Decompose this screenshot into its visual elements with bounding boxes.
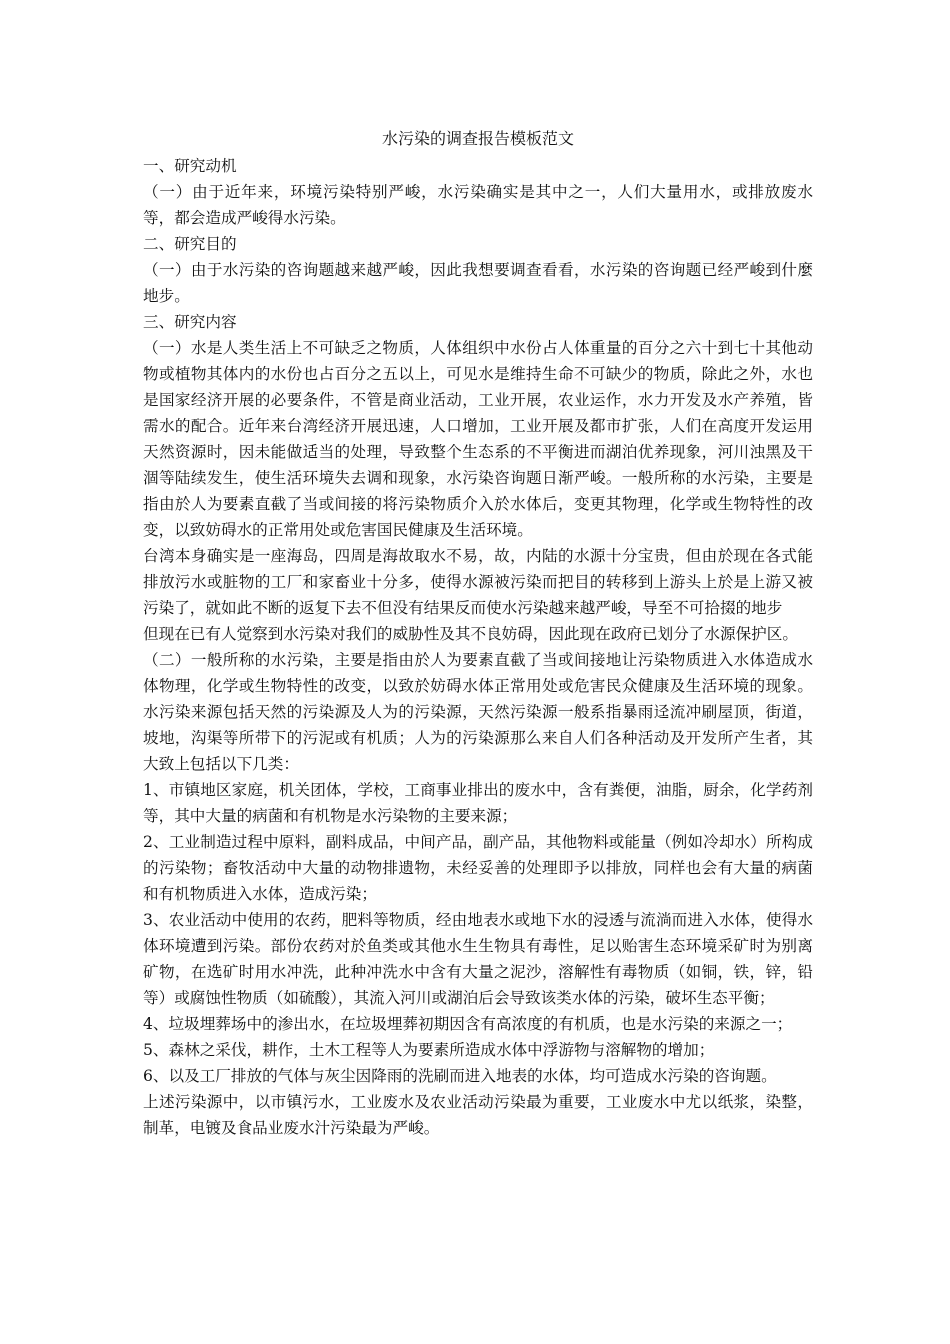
heading-motivation: 一、研究动机 [143,157,237,175]
list-item-1: 1、市镇地区家庭，机关团体，学校，工商事业排出的废水中，含有粪便，油脂，厨余，化学药剂等，其中大量的病菌和有机物是水污染物的主要来源； [143,781,813,825]
heading-content: 三、研究内容 [143,313,237,331]
list-item-4: 4、垃圾埋葬场中的渗出水，在垃圾埋葬初期因含有高浓度的有机质，也是水污染的来源之一； [143,1015,793,1033]
paragraph-taiwan-water: 台湾本身确实是一座海岛，四周是海故取水不易，故，内陆的水源十分宝贵，但由於现在各式能排放污水或脏物的工厂和家畜业十分多，使得水源被污染而把目的转移到上游头上於是上游又被污染了，就如此不断的返复下去不但没有结果反而使水污染越来越严峻，导至不可拾掇的地步 [143,547,813,617]
paragraph-purpose-1: （一）由于水污染的咨询题越来越严峻，因此我想要调查看看，水污染的咨询题已经严峻到什麼地步。 [143,261,813,305]
list-item-2: 2、工业制造过程中原料，副料成品，中间产品，副产品，其他物料或能量（例如冷却水）所构成的污染物；畜牧活动中大量的动物排遗物，未经妥善的处理即予以排放，同样也会有大量的病菌和有机物质进入水体，造成污染； [143,833,813,903]
paragraph-protection-zone: 但现在已有人觉察到水污染对我们的威胁性及其不良妨碍，因此现在政府已划分了水源保护区。 [143,625,798,643]
document-title: 水污染的调查报告模板范文 [381,129,574,148]
paragraph-summary: 上述污染源中，以市镇污水，工业废水及农业活动污染最为重要，工业废水中尤以纸浆，染整，制革，电镀及食品业废水汁污染最为严峻。 [143,1093,813,1137]
paragraph-motivation-1: （一）由于近年来，环境污染特别严峻，水污染确实是其中之一，人们大量用水，或排放废水等，都会造成严峻得水污染。 [143,183,813,227]
paragraph-content-2: （二）一般所称的水污染，主要是指由於人为要素直截了当或间接地让污染物质进入水体造成水体物理，化学或生物特性的改变，以致於妨碍水体正常用处或危害民众健康及生活环境的现象。水污染来源包括天然的污染源及人为的污染源，天然污染源一般系指暴雨迳流冲刷屋顶，街道，坡地，沟渠等所带下的污泥或有机质；人为的污染源那么来自人们各种活动及开发所产生者，其大致上包括以下几类： [143,651,813,773]
list-item-6: 6、以及工厂排放的气体与灰尘因降雨的洗刷而进入地表的水体，均可造成水污染的咨询题。 [143,1067,777,1085]
paragraph-content-1: （一）水是人类生活上不可缺乏之物质，人体组织中水份占人体重量的百分之六十到七十其他动物或植物其体内的水份也占百分之五以上，可见水是维持生命不可缺少的物质，除此之外，水也是国家经济开展的必要条件，不管是商业活动，工业开展，农业运作，水力开发及水产养殖，皆需水的配合。近年来台湾经济开展迅速，人口增加，工业开展及都市扩张，人们在高度开发运用天然资源时，因未能做适当的处理，导致整个生态系的不平衡进而湖泊优养现象，河川浊黑及干涸等陆续发生，使生活环境失去调和现象，水污染咨询题日渐严峻。一般所称的水污染，主要是指由於人为要素直截了当或间接的将污染物质介入於水体后，变更其物理，化学或生物特性的改变，以致妨碍水的正常用处或危害国民健康及生活环境。 [143,339,813,539]
document-body [143,124,813,1141]
list-item-5: 5、森林之采伐，耕作，土木工程等人为要素所造成水体中浮游物与溶解物的增加； [143,1041,715,1059]
list-item-3: 3、农业活动中使用的农药，肥料等物质，经由地表水或地下水的浸透与流淌而进入水体，使得水体环境遭到污染。部份农药对於鱼类或其他水生生物具有毒性，足以贻害生态环境采矿时为别离矿物，在选矿时用水冲洗，此种冲洗水中含有大量之泥沙，溶解性有毒物质（如铜，铁，锌，铅等）或腐蚀性物质（如硫酸），其流入河川或湖泊后会导致该类水体的污染，破坏生态平衡； [143,911,813,1007]
heading-purpose: 二、研究目的 [143,235,237,253]
